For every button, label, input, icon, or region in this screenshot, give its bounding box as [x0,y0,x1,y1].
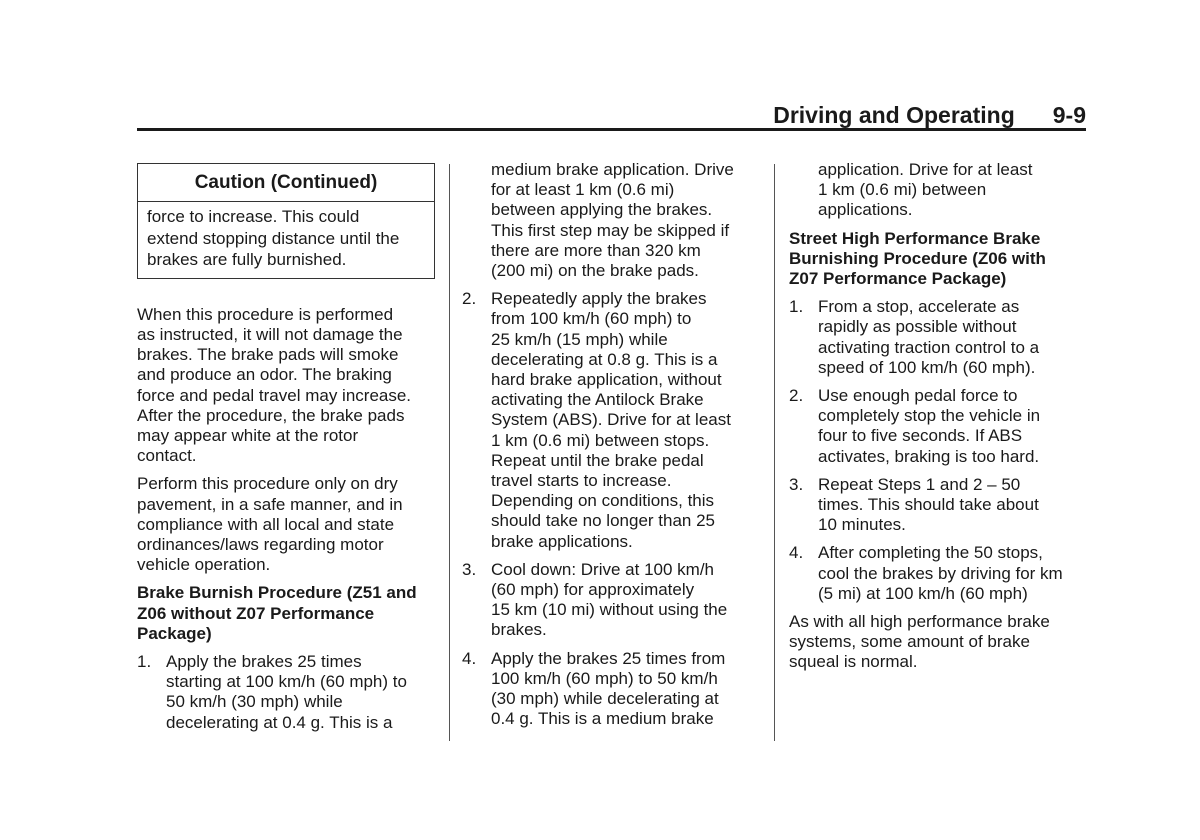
text-line: Z07 Performance Package) [789,269,1007,289]
text-line: and produce an odor. The braking [137,365,392,385]
text-line: for at least 1 km (0.6 mi) [491,180,675,200]
column-2 [462,160,762,737]
column-3 [789,160,1089,681]
list-item [789,543,1089,604]
list-item [462,289,762,552]
text-line: activates, braking is too hard. [818,446,1040,466]
text-line: Apply the brakes 25 times [166,651,362,671]
caution-body [138,202,434,278]
text-line: times. This should take about [818,495,1039,515]
text-line: 10 minutes. [818,515,906,535]
text-line: Repeat Steps 1 and 2 – 50 [818,474,1021,494]
caution-box [137,163,435,279]
step-number: 2. [462,289,477,309]
text-line: brake applications. [491,531,633,551]
step-number: 4. [789,543,804,563]
text-line: speed of 100 km/h (60 mph). [818,357,1036,377]
text-line: activating the Antilock Brake [491,390,704,410]
text-line: four to five seconds. If ABS [818,426,1023,446]
list-item [137,652,435,733]
text-line: Repeatedly apply the brakes [491,289,707,309]
step-number: 2. [789,386,804,406]
text-line: Brake Burnish Procedure (Z51 and [137,583,417,603]
list-item-continued [462,160,762,281]
text-line: between applying the brakes. [491,200,713,220]
text-line: should take no longer than 25 [491,511,716,531]
page-number: 9-9 [1052,102,1086,128]
text-line: 0.4 g. This is a medium brake [491,709,714,729]
text-line: brakes. [491,620,547,640]
text-line: Repeat until the brake pedal [491,450,704,470]
text-line: 100 km/h (60 mph) to 50 km/h [491,668,718,688]
text-line: as instructed, it will not damage the [137,324,403,344]
list-item [789,297,1089,378]
list-item [462,560,762,641]
text-line: brakes are fully burnished. [147,250,347,270]
list-item [789,475,1089,536]
text-line: Cool down: Drive at 100 km/h [491,559,714,579]
text-line: (60 mph) for approximately [491,580,695,600]
subheading-street-burnish [789,229,1089,290]
text-line: decelerating at 0.4 g. This is a [166,712,393,732]
step-number: 1. [789,297,804,317]
text-line: force to increase. This could [147,207,360,227]
text-line: Street High Performance Brake [789,228,1041,248]
text-line: pavement, in a safe manner, and in [137,494,403,514]
caution-title: Caution (Continued) [138,164,434,202]
text-line: System (ABS). Drive for at least [491,410,731,430]
text-line: application. Drive for at least [818,160,1033,179]
header-rule [137,128,1086,131]
step-number: 3. [789,474,804,494]
text-line: Perform this procedure only on dry [137,474,398,494]
list-item-continued [789,160,1089,221]
text-line: may appear white at the rotor [137,425,359,445]
list-item [462,649,762,730]
text-line: This first step may be skipped if [491,220,730,240]
step-number: 1. [137,651,152,671]
text-line: cool the brakes by driving for km [818,563,1063,583]
text-line: 15 km (10 mi) without using the [491,600,728,620]
paragraph-procedure-effects [137,305,435,467]
subheading-burnish-z51 [137,583,435,644]
column-divider-1 [449,164,450,741]
paragraph-closing [789,612,1089,673]
text-line: extend stopping distance until the [147,228,400,248]
text-line: travel starts to increase. [491,471,672,491]
text-line: squeal is normal. [789,652,918,672]
text-line: there are more than 320 km [491,240,701,260]
text-line: decelerating at 0.8 g. This is a [491,349,718,369]
step-number: 3. [462,559,477,579]
text-line: Apply the brakes 25 times from [491,648,726,668]
paragraph-safety [137,474,435,575]
text-line: systems, some amount of brake [789,632,1030,652]
text-line: 1 km (0.6 mi) between [818,180,987,200]
text-line: hard brake application, without [491,370,722,390]
text-line: ordinances/laws regarding motor [137,534,384,554]
text-line: After the procedure, the brake pads [137,405,405,425]
text-line: Depending on conditions, this [491,491,715,511]
text-line: contact. [137,446,197,466]
text-line: (200 mi) on the brake pads. [491,261,699,281]
section-title: Driving and Operating [773,102,1015,128]
text-line: Package) [137,623,212,643]
text-line: (30 mph) while decelerating at [491,689,719,709]
text-line: 1 km (0.6 mi) between stops. [491,430,710,450]
list-item [789,386,1089,467]
text-line: When this procedure is performed [137,304,394,324]
step-number: 4. [462,648,477,668]
text-line: Use enough pedal force to [818,386,1018,406]
text-line: activating traction control to a [818,337,1040,357]
column-1 [137,160,435,741]
text-line: Burnishing Procedure (Z06 with [789,248,1046,268]
text-line: from 100 km/h (60 mph) to [491,309,692,329]
page-header [773,101,1086,129]
text-line: compliance with all local and state [137,514,395,534]
text-line: rapidly as possible without [818,317,1017,337]
text-line: From a stop, accelerate as [818,297,1020,317]
text-line: (5 mi) at 100 km/h (60 mph) [818,583,1028,603]
text-line: 50 km/h (30 mph) while [166,692,343,712]
text-line: vehicle operation. [137,555,271,575]
text-line: brakes. The brake pads will smoke [137,345,399,365]
column-divider-2 [774,164,775,741]
text-line: medium brake application. Drive [491,160,734,179]
text-line: Z06 without Z07 Performance [137,603,375,623]
text-line: As with all high performance brake [789,612,1050,632]
text-line: applications. [818,200,913,220]
text-line: After completing the 50 stops, [818,543,1043,563]
text-line: force and pedal travel may increase. [137,385,412,405]
text-line: starting at 100 km/h (60 mph) to [166,672,407,692]
text-line: 25 km/h (15 mph) while [491,329,668,349]
text-line: completely stop the vehicle in [818,406,1041,426]
